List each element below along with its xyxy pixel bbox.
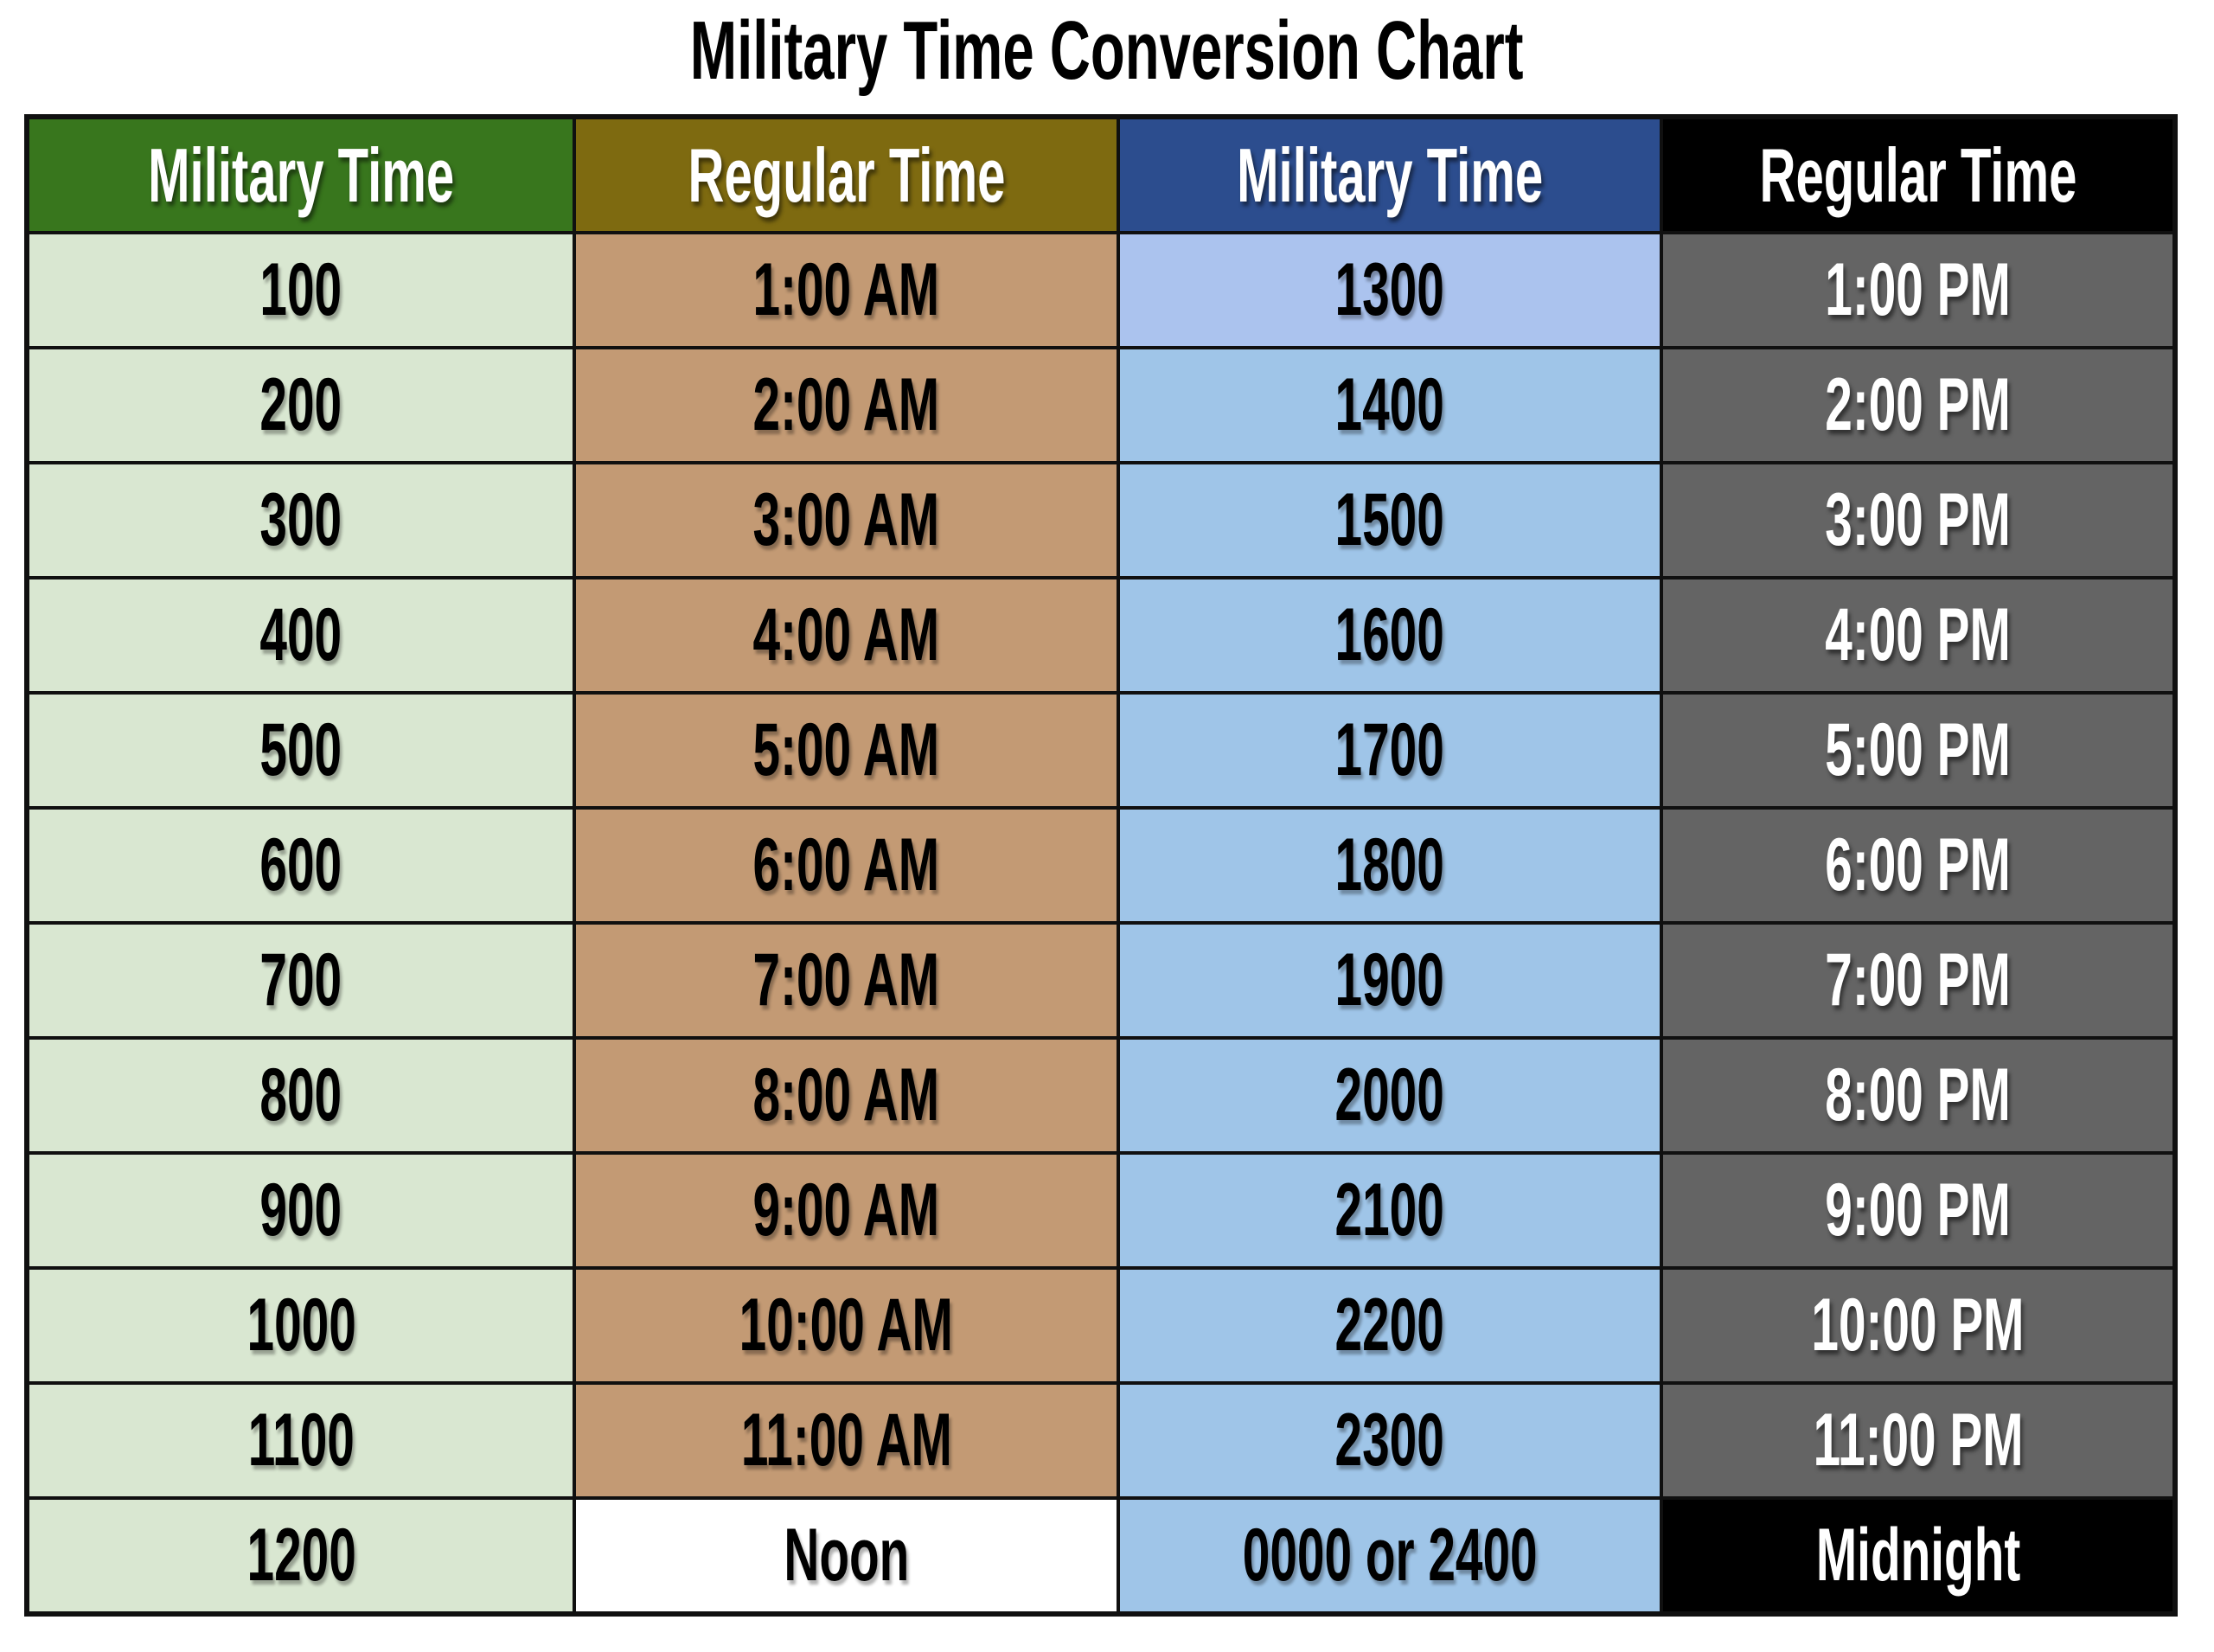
- table-cell: [27, 808, 574, 923]
- table-row: [27, 808, 2175, 923]
- table-cell: [1661, 233, 2175, 348]
- table-cell-text: 6:00 PM: [1825, 823, 2011, 906]
- column-header-label: Military Time: [148, 131, 455, 218]
- table-cell-text: 7:00 PM: [1825, 938, 2011, 1021]
- table-cell-text: 4:00 AM: [752, 593, 940, 676]
- table-cell-text: 700: [259, 938, 342, 1021]
- table-cell-text: 1900: [1334, 938, 1445, 1021]
- table-cell: [1661, 693, 2175, 808]
- table-cell-text: 0000 or 2400: [1242, 1514, 1538, 1597]
- table-cell: [574, 693, 1117, 808]
- table-cell: [27, 1268, 574, 1383]
- table-cell: [27, 693, 574, 808]
- table-cell-text: 1600: [1334, 593, 1445, 676]
- table-cell-text: 8:00 PM: [1825, 1053, 2011, 1137]
- table-cell-text: 9:00 PM: [1825, 1169, 2011, 1252]
- conversion-table: [24, 114, 2178, 1617]
- table-cell-text: 500: [259, 708, 342, 791]
- table-cell: [574, 1498, 1117, 1614]
- table-cell-text: 1000: [246, 1284, 356, 1367]
- table-cell-text: 100: [259, 248, 342, 331]
- column-header-label: Regular Time: [1759, 131, 2077, 218]
- table-cell-text: Midnight: [1815, 1514, 2020, 1597]
- table-cell: [574, 578, 1117, 693]
- table-cell: [27, 578, 574, 693]
- table-cell: [1661, 348, 2175, 463]
- table-row: [27, 1498, 2175, 1614]
- column-header-label: Regular Time: [688, 131, 1006, 218]
- table-cell-text: 1400: [1334, 363, 1445, 446]
- table-row: [27, 1153, 2175, 1268]
- table-cell-text: 3:00 AM: [752, 478, 940, 561]
- table-cell: [574, 1038, 1117, 1153]
- table-row: [27, 693, 2175, 808]
- table-cell: [574, 348, 1117, 463]
- table-cell-text: 6:00 AM: [752, 823, 940, 906]
- table-cell-text: 5:00 AM: [752, 708, 940, 791]
- table-cell: [27, 233, 574, 348]
- table-cell: [574, 1268, 1117, 1383]
- table-cell: [1118, 1498, 1661, 1614]
- table-cell: [574, 233, 1117, 348]
- column-header: [1661, 117, 2175, 233]
- table-cell: [1661, 463, 2175, 578]
- table-cell: [27, 1153, 574, 1268]
- table-cell-text: 1800: [1334, 823, 1445, 906]
- table-cell: [1661, 1268, 2175, 1383]
- table-cell: [1118, 578, 1661, 693]
- table-row: [27, 233, 2175, 348]
- table-cell: [27, 923, 574, 1038]
- table-row: [27, 348, 2175, 463]
- table-cell-text: 400: [259, 593, 342, 676]
- table-body: [27, 233, 2175, 1614]
- table-cell: [574, 923, 1117, 1038]
- table-cell-text: 900: [259, 1169, 342, 1252]
- table-cell: [27, 1038, 574, 1153]
- table-cell: [1118, 923, 1661, 1038]
- table-cell: [1118, 808, 1661, 923]
- table-cell: [1118, 1038, 1661, 1153]
- table-cell-text: 2300: [1334, 1399, 1445, 1482]
- table-row: [27, 463, 2175, 578]
- table-row: [27, 1383, 2175, 1498]
- table-cell: [27, 1498, 574, 1614]
- table-cell: [1118, 233, 1661, 348]
- table-cell: [1661, 808, 2175, 923]
- table-cell-text: 1100: [247, 1399, 355, 1482]
- header-row: [27, 117, 2175, 233]
- table-cell-text: 1300: [1334, 248, 1445, 331]
- table-cell-text: 9:00 AM: [752, 1169, 940, 1252]
- table-cell-text: 2:00 PM: [1825, 363, 2011, 446]
- column-header: [27, 117, 574, 233]
- table-cell-text: 600: [259, 823, 342, 906]
- table-cell-text: 10:00 AM: [739, 1284, 954, 1367]
- table-cell-text: 2200: [1334, 1284, 1445, 1367]
- table-cell-text: 10:00 PM: [1811, 1284, 2025, 1367]
- table-cell-text: 1700: [1334, 708, 1445, 791]
- column-header-label: Military Time: [1237, 131, 1544, 218]
- table-cell: [1118, 1153, 1661, 1268]
- table-cell: [1118, 348, 1661, 463]
- table-cell: [1661, 1153, 2175, 1268]
- table-cell: [1661, 1038, 2175, 1153]
- table-cell-text: 7:00 AM: [752, 938, 940, 1021]
- table-cell: [1661, 1383, 2175, 1498]
- table-cell-text: 1200: [246, 1514, 356, 1597]
- table-cell: [1118, 693, 1661, 808]
- table-cell-text: Noon: [784, 1514, 910, 1597]
- table-cell: [27, 348, 574, 463]
- table-row: [27, 578, 2175, 693]
- table-cell-text: 1:00 AM: [752, 248, 940, 331]
- table-cell: [1118, 1383, 1661, 1498]
- table-cell: [574, 1153, 1117, 1268]
- table-cell: [1118, 463, 1661, 578]
- table-cell: [1661, 578, 2175, 693]
- table-cell-text: 1500: [1334, 478, 1445, 561]
- table-cell: [574, 808, 1117, 923]
- table-cell-text: 2000: [1334, 1053, 1445, 1137]
- table-cell: [1118, 1268, 1661, 1383]
- table-row: [27, 923, 2175, 1038]
- table-row: [27, 1038, 2175, 1153]
- table-cell: [27, 1383, 574, 1498]
- table-cell-text: 3:00 PM: [1825, 478, 2011, 561]
- table-row: [27, 1268, 2175, 1383]
- table-cell-text: 8:00 AM: [752, 1053, 940, 1137]
- table-cell-text: 11:00 PM: [1813, 1399, 2024, 1482]
- page-title-text: Military Time Conversion Chart: [690, 4, 1524, 97]
- table-cell-text: 2:00 AM: [752, 363, 940, 446]
- table-cell-text: 2100: [1334, 1169, 1445, 1252]
- page-title: [0, 3, 2214, 99]
- column-header: [1118, 117, 1661, 233]
- table-cell: [1661, 1498, 2175, 1614]
- column-header: [574, 117, 1117, 233]
- table-cell-text: 5:00 PM: [1825, 708, 2011, 791]
- table-cell-text: 4:00 PM: [1825, 593, 2011, 676]
- table-cell-text: 11:00 AM: [740, 1399, 952, 1482]
- table-cell: [574, 463, 1117, 578]
- table-cell: [1661, 923, 2175, 1038]
- table-cell-text: 800: [259, 1053, 342, 1137]
- table-cell-text: 200: [259, 363, 342, 446]
- table-cell-text: 1:00 PM: [1825, 248, 2011, 331]
- table-cell: [27, 463, 574, 578]
- table-cell-text: 300: [259, 478, 342, 561]
- table-cell: [574, 1383, 1117, 1498]
